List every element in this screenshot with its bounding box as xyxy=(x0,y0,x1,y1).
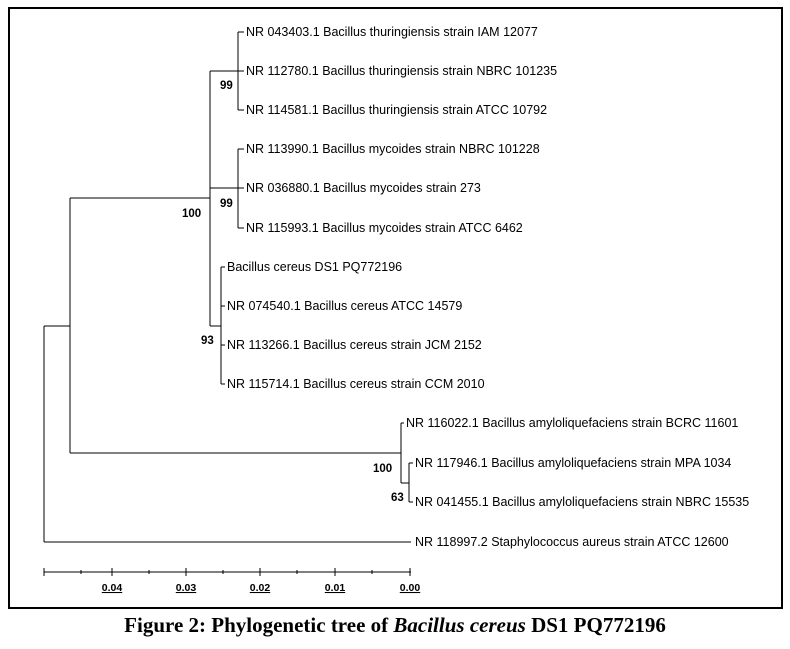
bootstrap-value: 99 xyxy=(220,198,233,210)
bootstrap-value: 99 xyxy=(220,80,233,92)
leaf-label: NR 115714.1 Bacillus cereus strain CCM 2010 xyxy=(227,377,485,391)
leaf-label: Bacillus cereus DS1 PQ772196 xyxy=(227,260,403,274)
scale-tick-label: 0.00 xyxy=(399,582,421,594)
caption-suffix: DS1 PQ772196 xyxy=(525,613,666,637)
bootstrap-value: 100 xyxy=(373,463,393,475)
caption-prefix: Figure 2: Phylogenetic tree of xyxy=(124,613,394,637)
leaf-label: NR 036880.1 Bacillus mycoides strain 273 xyxy=(246,181,481,195)
leaf-label: NR 116022.1 Bacillus amyloliquefaciens strain BCRC 11601 xyxy=(406,416,739,430)
scale-tick-label: 0.04 xyxy=(101,582,123,594)
scale-tick-label: 0.03 xyxy=(175,582,197,594)
leaf-label: NR 113990.1 Bacillus mycoides strain NBRC 101228 xyxy=(246,142,540,156)
leaf-labels xyxy=(227,25,749,549)
leaf-label: NR 112780.1 Bacillus thuringiensis strain NBRC 101235 xyxy=(246,64,558,78)
bootstrap-value: 93 xyxy=(201,335,214,347)
leaf-label: NR 041455.1 Bacillus amyloliquefaciens strain NBRC 15535 xyxy=(415,495,750,509)
scale-tick-label: 0.01 xyxy=(324,582,346,594)
bootstrap-value: 63 xyxy=(391,492,404,504)
leaf-label: NR 115993.1 Bacillus mycoides strain ATCC 6462 xyxy=(246,221,523,235)
scale-tick-label: 0.02 xyxy=(249,582,271,594)
leaf-label: NR 118997.2 Staphylococcus aureus strain ATCC 12600 xyxy=(415,535,729,549)
leaf-label: NR 043403.1 Bacillus thuringiensis strain IAM 12077 xyxy=(246,25,538,39)
leaf-label: NR 113266.1 Bacillus cereus strain JCM 2152 xyxy=(227,338,482,352)
leaf-label: NR 117946.1 Bacillus amyloliquefaciens strain MPA 1034 xyxy=(415,456,732,470)
figure-caption xyxy=(0,613,790,638)
leaf-label: NR 074540.1 Bacillus cereus ATCC 14579 xyxy=(227,299,463,313)
scale-axis xyxy=(44,568,420,594)
bootstrap-value: 100 xyxy=(182,208,202,220)
leaf-label: NR 114581.1 Bacillus thuringiensis strain ATCC 10792 xyxy=(246,103,548,117)
caption-species: Bacillus cereus xyxy=(393,613,526,637)
